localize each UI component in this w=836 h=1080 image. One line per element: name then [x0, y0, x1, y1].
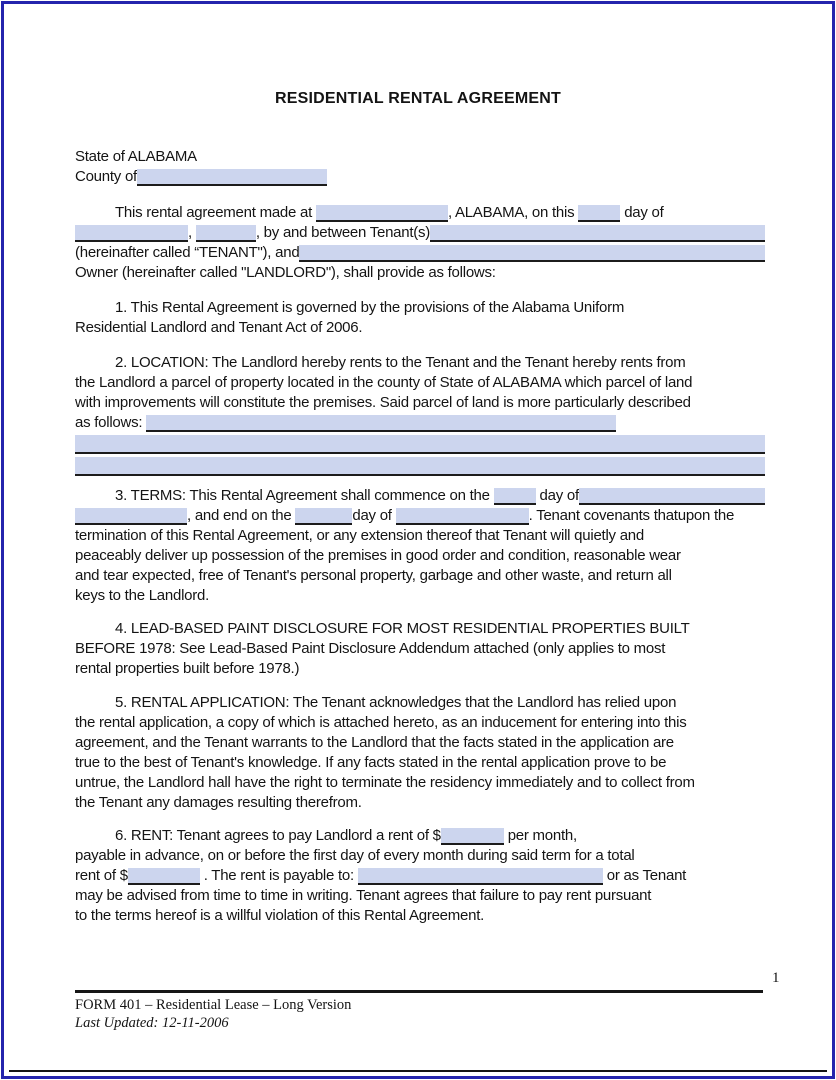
property-description-field-2[interactable]	[75, 435, 765, 454]
text-line	[75, 318, 765, 338]
section-6-rent	[75, 826, 765, 926]
text-line	[75, 263, 765, 283]
text-line	[75, 566, 765, 586]
text-run: the rental application, a copy of which is attached hereto, as an inducement for entering into this	[75, 714, 687, 731]
property-description-field[interactable]	[146, 415, 616, 432]
text-run: and tear expected, free of Tenant's personal property, garbage and other waste, and return all	[75, 567, 672, 584]
landlord-name-field[interactable]	[299, 245, 765, 262]
text-run: day of	[352, 507, 396, 524]
text-line	[75, 353, 765, 373]
section-3-terms	[75, 486, 765, 606]
text-run: per month,	[503, 827, 577, 844]
text-run: agreement, and the Tenant warrants to the Landlord that the facts stated in the application are	[75, 734, 674, 751]
text-run: with improvements will constitute the premises. Said parcel of land is more particularly described	[75, 394, 691, 411]
paragraph-indent	[75, 203, 115, 223]
text-run: , and end on the	[187, 507, 296, 524]
intro-paragraph	[75, 203, 765, 283]
monthly-rent-field[interactable]	[441, 828, 504, 845]
text-line	[75, 793, 765, 813]
total-rent-field[interactable]	[128, 868, 200, 885]
rent-payable-to-field[interactable]	[358, 868, 603, 885]
text-run: day of	[535, 487, 579, 504]
text-line	[75, 639, 765, 659]
text-line	[75, 693, 765, 713]
text-line	[75, 455, 765, 477]
paragraph-indent	[75, 486, 115, 506]
text-run: 2. LOCATION: The Landlord hereby rents to the Tenant and the Tenant hereby rents from	[115, 354, 686, 371]
text-line	[75, 393, 765, 413]
text-line	[75, 773, 765, 793]
text-run: ,	[188, 224, 196, 241]
section-2-location	[75, 353, 765, 477]
text-line	[75, 713, 765, 733]
page-number: 1	[772, 970, 780, 986]
text-run: to the terms hereof is a willful violation of this Rental Agreement.	[75, 907, 485, 924]
county-field[interactable]	[137, 169, 327, 186]
text-line	[75, 659, 765, 679]
text-run: 1. This Rental Agreement is governed by the provisions of the Alabama Uniform	[115, 299, 625, 316]
text-run: BEFORE 1978: See Lead-Based Paint Disclosure Addendum attached (only applies to most	[75, 640, 666, 657]
document-title: RESIDENTIAL RENTAL AGREEMENT	[275, 90, 561, 107]
text-run: peaceably deliver up possession of the premises in good order and condition, reasonable wear	[75, 547, 681, 564]
text-line	[75, 413, 765, 433]
text-run: 6. RENT: Tenant agrees to pay Landlord a rent of $	[115, 827, 441, 844]
end-month-field[interactable]	[396, 508, 529, 525]
text-line	[75, 298, 765, 318]
text-run: 4. LEAD-BASED PAINT DISCLOSURE FOR MOST RESIDENTIAL PROPERTIES BUILT	[115, 620, 690, 637]
paragraph-indent	[75, 826, 115, 846]
paragraph-indent	[75, 298, 115, 318]
month-field[interactable]	[75, 225, 188, 242]
text-run: (hereinafter called “TENANT"), and	[75, 244, 300, 261]
end-day-field[interactable]	[295, 508, 352, 525]
footer-form-line: FORM 401 – Residential Lease – Long Version	[75, 997, 352, 1013]
text-line	[75, 546, 765, 566]
text-run: 5. RENTAL APPLICATION: The Tenant acknowledges that the Landlord has relied upon	[115, 694, 677, 711]
text-run: Residential Landlord and Tenant Act of 2006.	[75, 319, 363, 336]
text-run: or as Tenant	[602, 867, 687, 884]
text-run: payable in advance, on or before the first day of every month during said term for a total	[75, 847, 635, 864]
text-line	[75, 753, 765, 773]
property-description-field-3[interactable]	[75, 457, 765, 476]
text-run: . Tenant covenants thatupon the	[528, 507, 735, 524]
text-run: 3. TERMS: This Rental Agreement shall commence on the	[115, 487, 494, 504]
day-field[interactable]	[578, 205, 620, 222]
text-line	[75, 846, 765, 866]
text-run: rental properties built before 1978.)	[75, 660, 300, 677]
section-5-rental-application	[75, 693, 765, 813]
paragraph-indent	[75, 693, 115, 713]
text-run: This rental agreement made at	[115, 204, 316, 221]
footer-rule	[75, 990, 763, 993]
text-run: true to the best of Tenant's knowledge. If any facts stated in the rental application prove to be	[75, 754, 667, 771]
footer-updated-line: Last Updated: 12-11-2006	[75, 1015, 229, 1031]
text-line	[75, 223, 765, 243]
text-line	[75, 243, 765, 263]
tenant-names-field[interactable]	[430, 225, 765, 242]
text-run: day of	[620, 204, 664, 221]
text-line	[75, 373, 765, 393]
commence-day-field[interactable]	[494, 488, 536, 505]
text-run: , by and between Tenant(s)	[255, 224, 431, 241]
text-line	[75, 906, 765, 926]
text-run: Owner (hereinafter called "LANDLORD"), shall provide as follows:	[75, 264, 496, 281]
text-line	[75, 866, 765, 886]
text-line	[75, 433, 765, 455]
year-field[interactable]	[196, 225, 256, 242]
text-line	[75, 203, 765, 223]
paragraph-indent	[75, 353, 115, 373]
text-run: the Landlord a parcel of property located in the county of State of ALABAMA which parcel of land	[75, 374, 693, 391]
state-county-block	[75, 147, 765, 187]
text-line	[75, 733, 765, 753]
text-run: the Tenant any damages resulting therefrom.	[75, 794, 362, 811]
text-line	[75, 826, 765, 846]
text-run: keys to the Landlord.	[75, 587, 210, 604]
text-line	[75, 486, 765, 506]
city-field[interactable]	[316, 205, 448, 222]
paragraph-indent	[75, 619, 115, 639]
text-line	[75, 586, 765, 606]
text-run: termination of this Rental Agreement, or any extension thereof that Tenant will quietly and	[75, 527, 644, 544]
commence-year-field[interactable]	[75, 508, 187, 525]
text-run: . The rent is payable to:	[199, 867, 358, 884]
text-line	[75, 147, 765, 167]
text-run: untrue, the Landlord hall have the right to terminate the residency immediately and to collect from	[75, 774, 695, 791]
text-run: County of	[75, 168, 137, 185]
text-run: as follows:	[75, 414, 147, 431]
section-1-governing-law	[75, 298, 765, 338]
text-line	[75, 506, 765, 526]
text-run: , ALABAMA, on this	[447, 204, 579, 221]
commence-month-field[interactable]	[579, 488, 765, 505]
text-run: State of ALABAMA	[75, 148, 197, 165]
text-run: rent of $	[75, 867, 128, 884]
text-line	[75, 526, 765, 546]
text-run: may be advised from time to time in writing. Tenant agrees that failure to pay rent pursuant	[75, 887, 652, 904]
text-line	[75, 886, 765, 906]
text-line	[75, 619, 765, 639]
section-4-lead-paint	[75, 619, 765, 679]
text-line	[75, 167, 765, 187]
